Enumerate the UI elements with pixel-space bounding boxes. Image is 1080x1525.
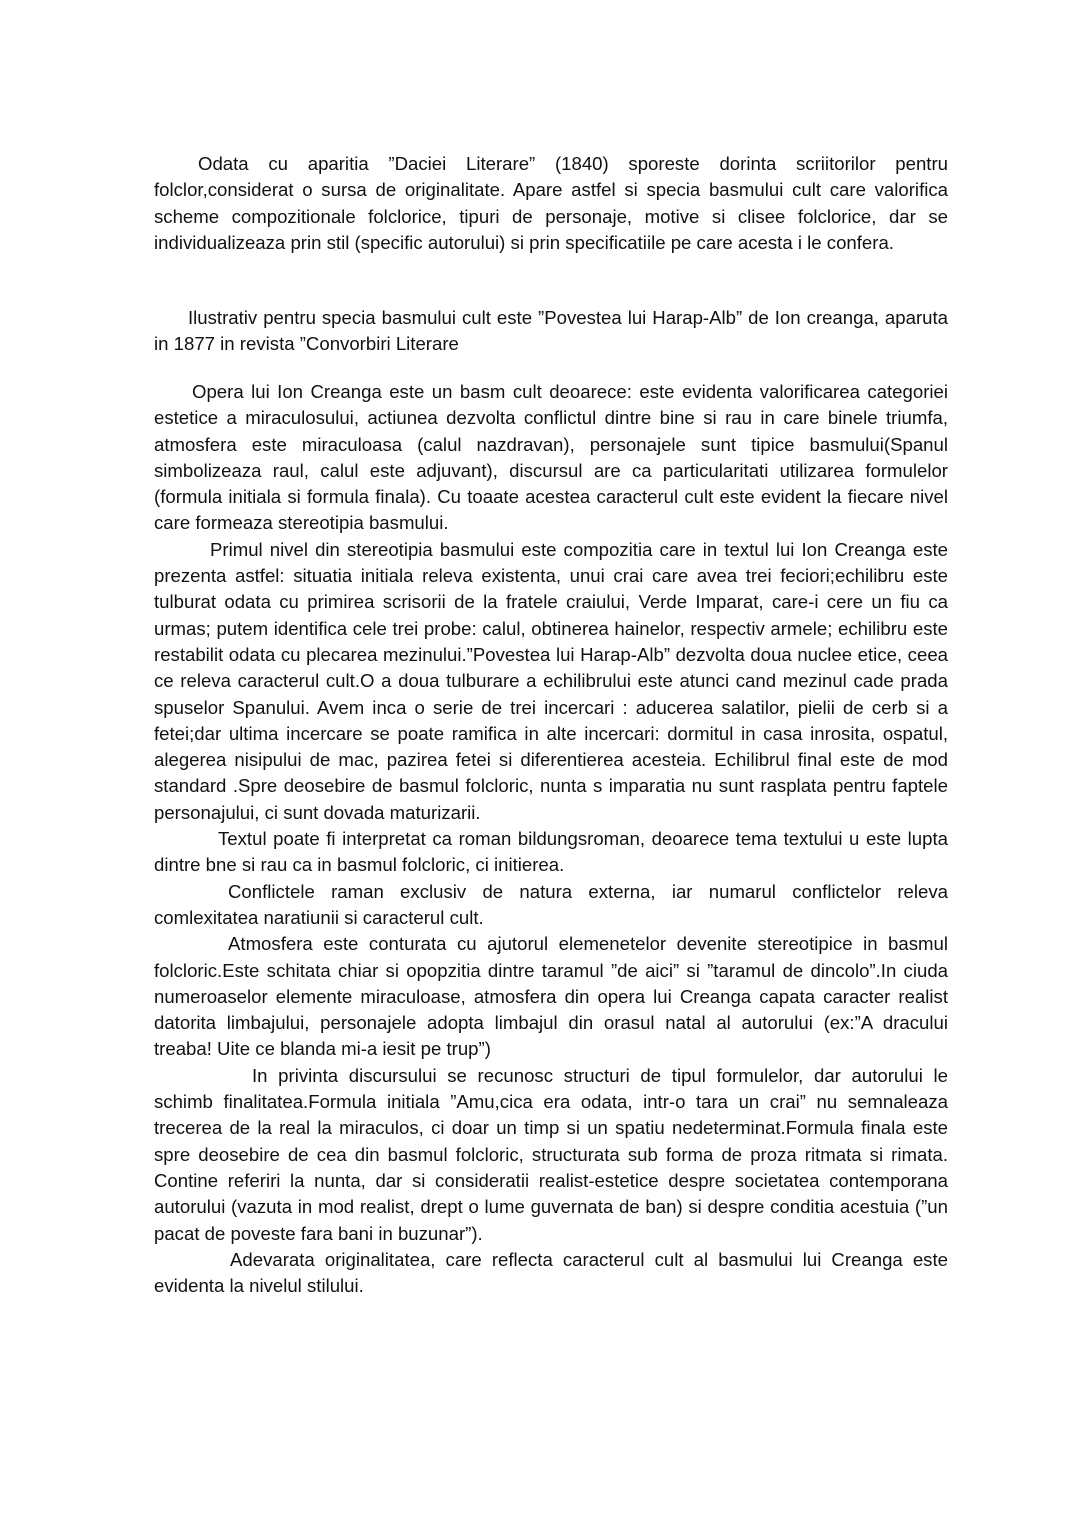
paragraph-4: Primul nivel din stereotipia basmului este compozitia care in textul lui Ion Creanga este prezenta astfel: situatia initiala releva existenta, unui crai care avea trei feciori;echilibru este tulburat odata cu primirea scrisorii de la fratele craiului, Verde Imparat, care-i cere un fiu ca urmas; putem identifica cele trei probe: calul, obtinerea hainelor, respectiv armele; echilibru este restabilit odata cu plecarea mezinului.”Povestea lui Harap-Alb” dezvolta doua nuclee etice, ceea ce releva caracterul cult.O a doua tulburare a echilibrului este atunci cand mezinul cade prada spuselor Spanului. Avem inca o serie de trei incercari : aducerea salatilor, pielii de cerb si a fetei;dar ultima incercare se poate ramifica in alte incercari: dormitul in casa inrosita, ospatul, alegerea nisipului de mac, pazirea fetei si diferentierea acesteia. Echilibrul final este de mod standard .Spre deosebire de basmul folcloric, nunta s imparatia nu sunt rasplata pentru faptele personajului, ci sunt dovada maturizarii. (154, 538, 948, 823)
paragraph-5: Textul poate fi interpretat ca roman bildungsroman, deoarece tema textului u este lupta dintre bne si rau ca in basmul folcloric, ci initierea. (154, 828, 948, 876)
paragraph-8: In privinta discursului se recunosc structuri de tipul formulelor, dar autorului le schimb finalitatea.Formula initiala ”Amu,cica era odata, intr-o tara un crai” nu semnaleaza trecerea de la real la miraculos, ci doar un timp si un spatiu nedeterminat.Formula finala este spre deosebire de cea din basmul folcloric, structurata sub forma de proza ritmata si rimata. Contine referiri la nunta, dar si consideratii realist-estetice despre societatea contemporana autorului (vazuta in mod realist, drept o lume guvernata de ban) si despre conditia acestuia (”un pacat de poveste fara bani in buzunar”). (154, 1064, 948, 1244)
paragraph-3: Opera lui Ion Creanga este un basm cult deoarece: este evidenta valorificarea categoriei estetice a miraculosului, actiunea dezvolta conflictul dintre bine si rau in care binele triumfa, atmosfera este miraculoasa (calul nazdravan), personajele sunt tipice basmului(Spanul simbolizeaza raul, calul este adjuvant), discursul are ca particularitati utilizarea formulelor (formula initiala si formula finala). Cu toaate acestea caracterul cult este evident la fiecare nivel care formeaza stereotipia basmului. (154, 381, 948, 534)
paragraph-9: Adevarata originalitatea, care reflecta caracterul cult al basmului lui Creanga este evidenta la nivelul stilului. (154, 1248, 948, 1297)
paragraph-6: Conflictele raman exclusiv de natura externa, iar numarul conflictelor releva comlexitatea naratiunii si caracterul cult. (154, 880, 948, 928)
paragraph-2: Ilustrativ pentru specia basmului cult este ”Povestea lui Harap-Alb” de Ion creanga, aparuta in 1877 in revista ”Convorbiri Literare (154, 307, 948, 355)
illustrative-block (154, 305, 948, 358)
paragraph-1: Odata cu aparitia ”Daciei Literare” (1840) sporeste dorinta scriitorilor pentru folclor,considerat o sursa de originalitate. Apare astfel si specia basmului cult care valorifica scheme compozitionale folclorice, tipuri de personaje, motive si clisee folclorice, dar se individualizeaza prin stil (specific autorului) si prin specificatiile pe care acesta i le confera. (154, 153, 948, 253)
intro-block (154, 151, 948, 256)
main-body-block (154, 379, 948, 1299)
paragraph-7: Atmosfera este conturata cu ajutorul elemenetelor devenite stereotipice in basmul folcloric.Este schitata chiar si opopzitia dintre taramul ”de aici” si ”taramul de dincolo”.In ciuda numeroaselor elemente miraculoase, atmosfera din opera lui Creanga capata caracter realist datorita limbajului, personajele adopta limbajul din orasul natal al autorului (ex:”A dracului treaba! Uite ce blanda mi-a iesit pe trup”) (154, 933, 948, 1060)
